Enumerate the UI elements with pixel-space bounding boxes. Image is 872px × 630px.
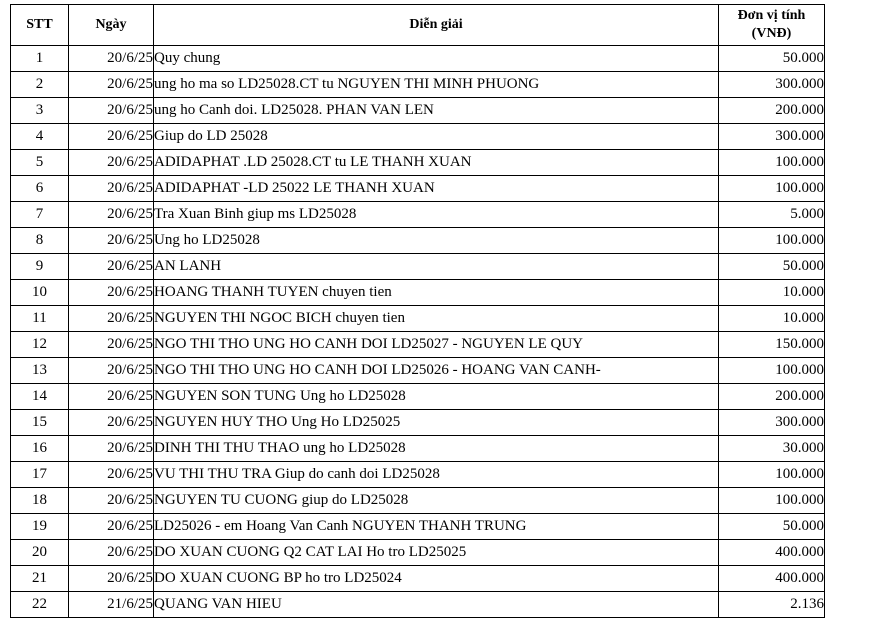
table-row — [11, 410, 825, 436]
row-date: 20/6/25 — [69, 228, 154, 254]
row-stt: 16 — [11, 436, 69, 462]
row-date: 21/6/25 — [69, 592, 154, 618]
row-stt: 1 — [11, 46, 69, 72]
row-date: 20/6/25 — [69, 72, 154, 98]
row-description: NGO THI THO UNG HO CANH DOI LD25026 - HOANG VAN CANH- — [154, 358, 719, 384]
row-amount: 10.000 — [719, 280, 825, 306]
row-stt: 10 — [11, 280, 69, 306]
table-row — [11, 98, 825, 124]
row-description: ung ho Canh doi. LD25028. PHAN VAN LEN — [154, 98, 719, 124]
table-row — [11, 592, 825, 618]
header-description: Diễn giải — [154, 5, 719, 46]
row-amount: 30.000 — [719, 436, 825, 462]
row-description: LD25026 - em Hoang Van Canh NGUYEN THANH TRUNG — [154, 514, 719, 540]
row-stt: 21 — [11, 566, 69, 592]
table-row — [11, 358, 825, 384]
row-date: 20/6/25 — [69, 46, 154, 72]
row-stt: 14 — [11, 384, 69, 410]
table-row — [11, 332, 825, 358]
row-amount: 50.000 — [719, 254, 825, 280]
row-description: NGUYEN SON TUNG Ung ho LD25028 — [154, 384, 719, 410]
row-amount: 50.000 — [719, 514, 825, 540]
row-stt: 18 — [11, 488, 69, 514]
row-date: 20/6/25 — [69, 540, 154, 566]
row-date: 20/6/25 — [69, 410, 154, 436]
row-stt: 19 — [11, 514, 69, 540]
header-stt: STT — [11, 5, 69, 46]
table-row — [11, 462, 825, 488]
row-date: 20/6/25 — [69, 280, 154, 306]
row-description: QUANG VAN HIEU — [154, 592, 719, 618]
row-description: HOANG THANH TUYEN chuyen tien — [154, 280, 719, 306]
row-description: NGUYEN TU CUONG giup do LD25028 — [154, 488, 719, 514]
donation-table — [10, 4, 825, 618]
row-amount: 100.000 — [719, 358, 825, 384]
row-description: DO XUAN CUONG Q2 CAT LAI Ho tro LD25025 — [154, 540, 719, 566]
table-row — [11, 488, 825, 514]
row-date: 20/6/25 — [69, 150, 154, 176]
header-unit — [719, 5, 825, 46]
table-row — [11, 254, 825, 280]
row-description: Quy chung — [154, 46, 719, 72]
table-row — [11, 384, 825, 410]
row-stt: 11 — [11, 306, 69, 332]
row-amount: 200.000 — [719, 384, 825, 410]
row-amount: 100.000 — [719, 462, 825, 488]
row-date: 20/6/25 — [69, 254, 154, 280]
table-row — [11, 176, 825, 202]
row-description: NGO THI THO UNG HO CANH DOI LD25027 - NGUYEN LE QUY — [154, 332, 719, 358]
header-date: Ngày — [69, 5, 154, 46]
row-stt: 3 — [11, 98, 69, 124]
table-row — [11, 124, 825, 150]
row-date: 20/6/25 — [69, 488, 154, 514]
row-amount: 5.000 — [719, 202, 825, 228]
row-date: 20/6/25 — [69, 462, 154, 488]
row-amount: 400.000 — [719, 566, 825, 592]
table-row — [11, 540, 825, 566]
row-date: 20/6/25 — [69, 358, 154, 384]
row-description: AN LANH — [154, 254, 719, 280]
row-stt: 8 — [11, 228, 69, 254]
row-description: DINH THI THU THAO ung ho LD25028 — [154, 436, 719, 462]
row-amount: 100.000 — [719, 176, 825, 202]
header-unit-currency: (VNĐ) — [751, 26, 792, 41]
table-row — [11, 566, 825, 592]
table-header-row — [11, 5, 825, 46]
table-row — [11, 202, 825, 228]
row-description: NGUYEN HUY THO Ung Ho LD25025 — [154, 410, 719, 436]
row-amount: 300.000 — [719, 410, 825, 436]
table-body — [11, 46, 825, 618]
row-stt: 22 — [11, 592, 69, 618]
row-amount: 100.000 — [719, 488, 825, 514]
row-amount: 50.000 — [719, 46, 825, 72]
table-row — [11, 46, 825, 72]
row-date: 20/6/25 — [69, 566, 154, 592]
row-amount: 300.000 — [719, 72, 825, 98]
row-description: DO XUAN CUONG BP ho tro LD25024 — [154, 566, 719, 592]
row-stt: 5 — [11, 150, 69, 176]
row-date: 20/6/25 — [69, 124, 154, 150]
row-stt: 2 — [11, 72, 69, 98]
row-date: 20/6/25 — [69, 514, 154, 540]
row-date: 20/6/25 — [69, 98, 154, 124]
row-date: 20/6/25 — [69, 332, 154, 358]
row-amount: 100.000 — [719, 228, 825, 254]
row-amount: 10.000 — [719, 306, 825, 332]
row-stt: 13 — [11, 358, 69, 384]
row-description: ADIDAPHAT .LD 25028.CT tu LE THANH XUAN — [154, 150, 719, 176]
row-date: 20/6/25 — [69, 176, 154, 202]
row-description: NGUYEN THI NGOC BICH chuyen tien — [154, 306, 719, 332]
row-amount: 2.136 — [719, 592, 825, 618]
row-stt: 9 — [11, 254, 69, 280]
table-row — [11, 72, 825, 98]
row-stt: 20 — [11, 540, 69, 566]
table-row — [11, 280, 825, 306]
row-stt: 4 — [11, 124, 69, 150]
table-row — [11, 514, 825, 540]
table-row — [11, 436, 825, 462]
row-amount: 200.000 — [719, 98, 825, 124]
row-description: VU THI THU TRA Giup do canh doi LD25028 — [154, 462, 719, 488]
row-description: Giup do LD 25028 — [154, 124, 719, 150]
row-date: 20/6/25 — [69, 436, 154, 462]
row-stt: 12 — [11, 332, 69, 358]
table-row — [11, 228, 825, 254]
row-stt: 7 — [11, 202, 69, 228]
row-amount: 150.000 — [719, 332, 825, 358]
row-description: Ung ho LD25028 — [154, 228, 719, 254]
header-unit-label: Đơn vị tính — [737, 8, 806, 23]
row-date: 20/6/25 — [69, 384, 154, 410]
row-stt: 15 — [11, 410, 69, 436]
row-stt: 17 — [11, 462, 69, 488]
row-description: ADIDAPHAT -LD 25022 LE THANH XUAN — [154, 176, 719, 202]
row-date: 20/6/25 — [69, 306, 154, 332]
row-amount: 400.000 — [719, 540, 825, 566]
row-amount: 300.000 — [719, 124, 825, 150]
row-amount: 100.000 — [719, 150, 825, 176]
table-row — [11, 306, 825, 332]
row-stt: 6 — [11, 176, 69, 202]
row-description: Tra Xuan Binh giup ms LD25028 — [154, 202, 719, 228]
row-date: 20/6/25 — [69, 202, 154, 228]
row-description: ung ho ma so LD25028.CT tu NGUYEN THI MINH PHUONG — [154, 72, 719, 98]
table-row — [11, 150, 825, 176]
